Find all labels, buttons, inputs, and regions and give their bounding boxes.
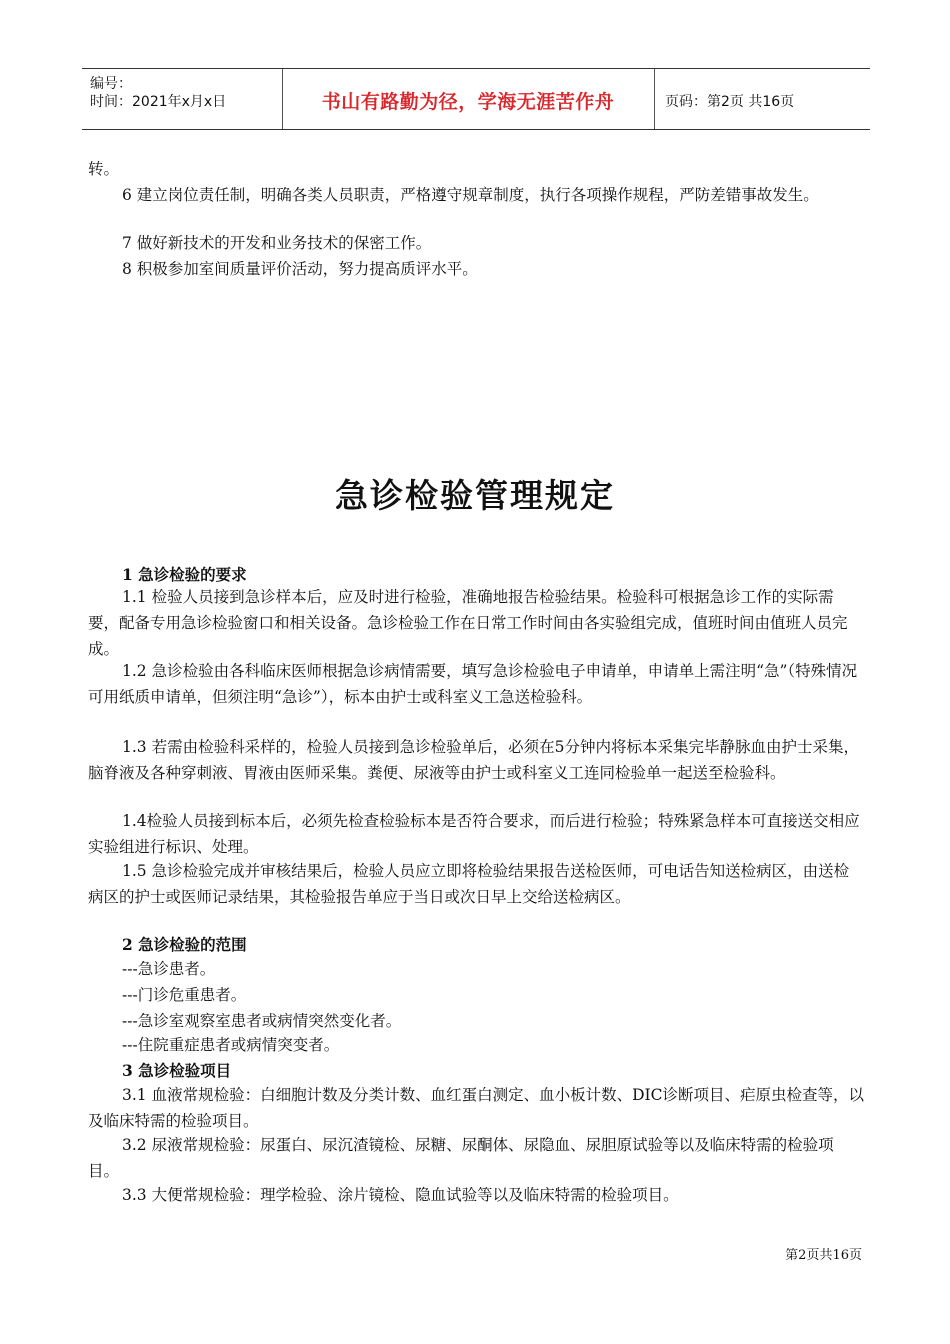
section-3-2: 3.2 尿液常规检验：尿蛋白、尿沉渣镜检、尿糖、尿酮体、尿隐血、尿胆原试验等以及临床特需的检验项目。: [88, 1136, 834, 1180]
header-motto-cell: [282, 69, 655, 129]
section-2-heading: 2 急诊检验的范围: [122, 935, 247, 954]
section-1-1: 1.1 检验人员接到急诊样本后，应及时进行检验，准确地报告检验结果。检验科可根据急诊工作的实际需要，配备专用急诊检验窗口和相关设备。急诊检验工作在日常工作时间由各实验组完成，值班时间由值班人员完成。: [88, 588, 848, 658]
list-item: ---急诊患者。: [122, 960, 216, 978]
header-page-number: 页码：第2页 共16页: [665, 94, 795, 110]
section-1-5: 1.5 急诊检验完成并审核结果后，检验人员应立即将检验结果报告送检医师，可电话告知送检病区，由送检病区的护士或医师记录结果，其检验报告单应于当日或次日早上交给送检病区。: [88, 862, 850, 906]
intro-continuation: 转。: [88, 160, 120, 178]
section-1-2: 1.2 急诊检验由各科临床医师根据急诊病情需要，填写急诊检验电子申请单，申请单上需注明“急”（特殊情况可用纸质申请单，但须注明“急诊”），标本由护士或科室义工急送检验科。: [88, 662, 858, 706]
section-3-3: 3.3 大便常规检验：理学检验、涂片镜检、隐血试验等以及临床特需的检验项目。: [122, 1186, 679, 1204]
list-item: ---急诊室观察室患者或病情突然变化者。: [122, 1012, 402, 1030]
list-item: ---住院重症患者或病情突变者。: [122, 1036, 340, 1054]
header-info-cell: [82, 69, 283, 129]
section-1-3: 1.3 若需由检验科采样的，检验人员接到急诊检验单后，必须在5分钟内将标本采集完毕静脉血由护士采集，脑脊液及各种穿刺液、胃液由医师采集。粪便、尿液等由护士或科室义工连同检验单一起送至检验科。: [88, 738, 859, 782]
intro-item-8: 8 积极参加室间质量评价活动，努力提高质评水平。: [122, 260, 478, 278]
document-number: 编号：: [90, 76, 132, 92]
page-title: 急诊检验管理规定: [335, 476, 615, 515]
page-footer: 第2页共16页: [785, 1248, 862, 1263]
page-header: [82, 68, 870, 130]
document-date: 时间：2021年x月x日: [90, 94, 227, 110]
section-1-heading: 1 急诊检验的要求: [122, 565, 247, 584]
list-item: ---门诊危重患者。: [122, 986, 247, 1004]
intro-item-6: 6 建立岗位责任制，明确各类人员职责，严格遵守规章制度，执行各项操作规程，严防差错事故发生。: [122, 186, 819, 204]
header-page-cell: [655, 69, 870, 129]
header-motto: 书山有路勤为径，学海无涯苦作舟: [321, 91, 615, 113]
section-1-4: 1.4检验人员接到标本后，必须先检查检验标本是否符合要求，而后进行检验；特殊紧急样本可直接送交相应实验组进行标识、处理。: [88, 812, 860, 856]
section-3-heading: 3 急诊检验项目: [122, 1061, 232, 1080]
section-3-1: 3.1 血液常规检验：白细胞计数及分类计数、血红蛋白测定、血小板计数、DIC诊断项目、疟原虫检查等，以及临床特需的检验项目。: [88, 1086, 864, 1130]
intro-item-7: 7 做好新技术的开发和业务技术的保密工作。: [122, 234, 432, 252]
